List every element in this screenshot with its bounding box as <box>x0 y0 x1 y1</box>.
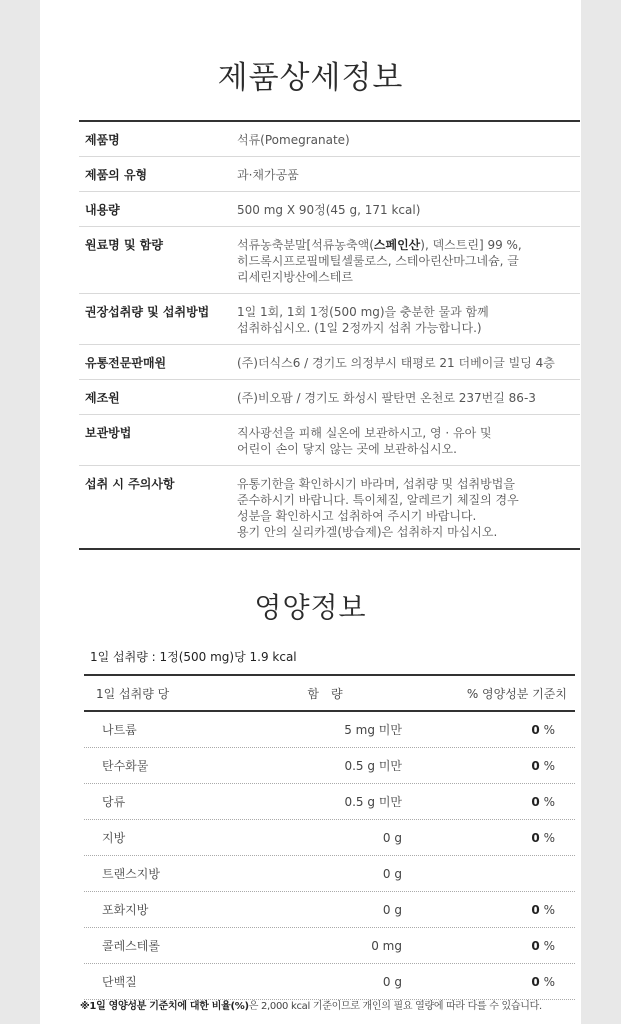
header-amount: 함 량 <box>307 686 343 701</box>
origin-country: 스페인산 <box>373 238 421 252</box>
info-value-line: 어린이 손이 닿지 않는 곳에 보관하십시오. <box>237 442 457 456</box>
info-row <box>79 345 580 380</box>
nutrition-row <box>84 784 575 820</box>
nutrient-daily-value <box>482 759 575 773</box>
nutrition-row <box>84 964 575 1000</box>
info-value-line: 용기 안의 실리카겔(방습제)은 섭취하지 마십시오. <box>237 525 498 539</box>
nutrient-amount: 0.5 g 미만 <box>344 795 402 809</box>
info-row <box>79 157 580 192</box>
nutrient-name: 나트륨 <box>102 723 137 737</box>
nutrient-amount: 0 mg <box>371 938 402 953</box>
info-value <box>237 425 580 457</box>
info-label: 원료명 및 함량 <box>85 238 163 252</box>
daily-value-unit: % <box>543 722 555 737</box>
info-value-line: 500 mg X 90정(45 g, 171 kcal) <box>237 203 421 217</box>
nutrient-name: 포화지방 <box>102 903 149 917</box>
daily-value-unit: % <box>543 758 555 773</box>
info-value <box>237 390 580 406</box>
daily-value-number: 0 <box>531 794 540 809</box>
daily-value-number: 0 <box>531 902 540 917</box>
info-value <box>237 132 580 148</box>
nutrient-daily-value <box>482 903 575 917</box>
info-value-line: 히드록시프로필메틸셀룰로스, 스테아린산마그네슘, 글 <box>237 254 519 268</box>
info-value-line: 석류(Pomegranate) <box>237 133 350 147</box>
info-value-line: 석류농축분말[석류농축액(스페인산), 덱스트린] 99 %, <box>237 238 522 252</box>
nutrient-name: 트랜스지방 <box>102 867 160 881</box>
nutrition-row <box>84 892 575 928</box>
nutrient-name: 탄수화물 <box>102 759 149 773</box>
nutrient-amount: 0 g <box>382 902 402 917</box>
product-detail-page <box>40 0 581 1024</box>
nutrient-daily-value <box>482 723 575 737</box>
nutrition-row <box>84 928 575 964</box>
info-row <box>79 192 580 227</box>
nutrient-amount: 0.5 g 미만 <box>344 759 402 773</box>
info-label: 보관방법 <box>85 426 132 440</box>
header-daily-value: % 영양성분 기준치 <box>466 686 567 701</box>
info-row <box>79 227 580 294</box>
info-value-line: 유통기한을 확인하시기 바라며, 섭취량 및 섭취방법을 <box>237 477 515 491</box>
info-value <box>237 237 580 285</box>
info-row <box>79 380 580 415</box>
nutrient-amount: 5 mg 미만 <box>344 723 402 737</box>
info-label: 제조원 <box>85 391 120 405</box>
info-value <box>237 476 580 540</box>
info-value <box>237 355 580 371</box>
nutrient-amount: 0 g <box>382 830 402 845</box>
product-info-title: 제품상세정보 <box>217 60 404 96</box>
daily-value-number: 0 <box>531 938 540 953</box>
nutrient-amount: 0 g <box>382 974 402 989</box>
info-row <box>79 466 580 548</box>
nutrition-row <box>84 856 575 892</box>
info-value-line: 성분을 확인하시고 섭취하여 주시기 바랍니다. <box>237 509 477 523</box>
daily-value-unit: % <box>543 902 555 917</box>
product-info-table <box>79 120 580 550</box>
daily-value-number: 0 <box>531 830 540 845</box>
nutrition-row <box>84 748 575 784</box>
info-label: 섭취 시 주의사항 <box>85 477 175 491</box>
nutrition-title: 영양정보 <box>254 591 367 624</box>
info-value-line: (주)비오팜 / 경기도 화성시 팔탄면 온천로 237번길 86-3 <box>237 391 536 405</box>
nutrition-row <box>84 820 575 856</box>
nutrition-table <box>84 674 575 1000</box>
daily-value-unit: % <box>543 794 555 809</box>
info-label: 유통전문판매원 <box>85 356 167 370</box>
info-value <box>237 304 580 336</box>
info-row <box>79 294 580 345</box>
info-value-line: 리세린지방산에스테르 <box>237 270 353 284</box>
info-row <box>79 122 580 157</box>
info-value-line: (주)더식스6 / 경기도 의정부시 태평로 21 더베이글 빌딩 4층 <box>237 356 555 370</box>
nutrient-name: 당류 <box>102 795 126 809</box>
nutrition-row <box>84 712 575 748</box>
header-per-serving: 1일 섭취량 당 <box>96 686 170 701</box>
footnote-bold: ※1일 영양성분 기준치에 대한 비율(%) <box>80 1001 249 1012</box>
info-value-line: 직사광선을 피해 실온에 보관하시고, 영 · 유아 및 <box>237 426 492 440</box>
daily-value-number: 0 <box>531 974 540 989</box>
nutrient-daily-value <box>482 939 575 953</box>
nutrition-footnote <box>80 997 542 1012</box>
info-value <box>237 202 580 218</box>
nutrient-daily-value <box>482 795 575 809</box>
serving-size: 1일 섭취량 : 1정(500 mg)당 1.9 kcal <box>90 650 297 664</box>
info-label: 내용량 <box>85 203 120 217</box>
daily-value-unit: % <box>543 974 555 989</box>
footnote-text: 은 2,000 kcal 기준이므로 개인의 필요 열량에 따라 다를 수 있습니다. <box>248 1001 542 1012</box>
nutrition-header-row <box>84 676 575 712</box>
nutrient-daily-value <box>482 831 575 845</box>
info-label: 제품명 <box>85 133 120 147</box>
daily-value-number: 0 <box>531 722 540 737</box>
info-value-line: 준수하시기 바랍니다. 특이체질, 알레르기 체질의 경우 <box>237 493 519 507</box>
info-row <box>79 415 580 466</box>
info-value-line: 섭취하십시오. (1일 2정까지 섭취 가능합니다.) <box>237 321 482 335</box>
daily-value-unit: % <box>543 938 555 953</box>
info-label: 제품의 유형 <box>85 168 148 182</box>
nutrient-name: 단백질 <box>102 975 137 989</box>
daily-value-unit: % <box>543 830 555 845</box>
info-label: 권장섭취량 및 섭취방법 <box>85 305 210 319</box>
nutrient-name: 지방 <box>102 831 126 845</box>
info-value-line: 과·채가공품 <box>237 168 299 182</box>
info-value-line: 1일 1회, 1회 1정(500 mg)을 충분한 물과 함께 <box>237 305 489 319</box>
info-value <box>237 167 580 183</box>
daily-value-number: 0 <box>531 758 540 773</box>
nutrient-amount: 0 g <box>382 866 402 881</box>
nutrient-daily-value <box>482 975 575 989</box>
nutrient-name: 콜레스테롤 <box>102 939 160 953</box>
